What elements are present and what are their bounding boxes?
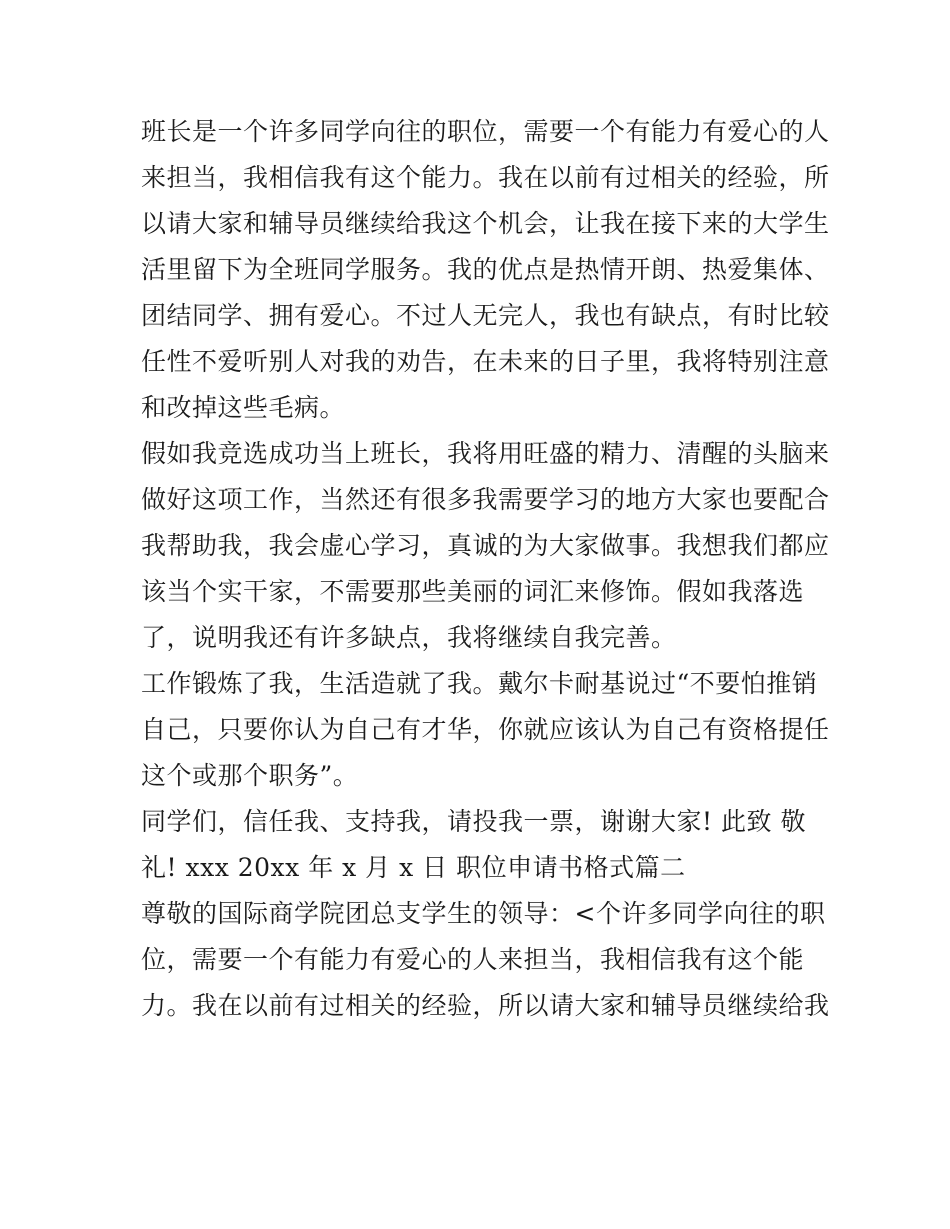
- text-line: 以请大家和辅导员继续给我这个机会，让我在接下来的大学生: [141, 209, 830, 238]
- text-line: 礼! xxx 20xx 年 x 月 x 日 职位申请书格式篇二: [141, 853, 686, 882]
- text-line: 力。我在以前有过相关的经验，所以请大家和辅导员继续给我: [141, 991, 830, 1020]
- text-line: 和改掉这些毛病。: [141, 393, 346, 422]
- text-line: 来担当，我相信我有这个能力。我在以前有过相关的经验，所: [141, 163, 830, 192]
- text-line: 工作锻炼了我，生活造就了我。戴尔卡耐基说过“不要怕推销: [141, 669, 818, 698]
- text-line: 活里留下为全班同学服务。我的优点是热情开朗、热爱集体、: [141, 255, 830, 284]
- text-line: 任性不爱听别人对我的劝告，在未来的日子里，我将特别注意: [141, 347, 830, 376]
- text-line: 自己，只要你认为自己有才华，你就应该认为自己有资格提任: [141, 715, 830, 744]
- text-line: 做好这项工作，当然还有很多我需要学习的地方大家也要配合: [141, 485, 830, 514]
- text-line: 尊敬的国际商学院团总支学生的领导：<个许多同学向往的职: [141, 899, 826, 928]
- text-line: 假如我竞选成功当上班长，我将用旺盛的精力、清醒的头脑来: [141, 439, 830, 468]
- text-line: 位，需要一个有能力有爱心的人来担当，我相信我有这个能: [141, 945, 805, 974]
- text-line: 同学们，信任我、支持我，请投我一票，谢谢大家! 此致 敬: [141, 807, 806, 836]
- text-line: 团结同学、拥有爱心。不过人无完人，我也有缺点，有时比较: [141, 301, 830, 330]
- text-line: 这个或那个职务”。: [141, 761, 359, 790]
- document-body: [141, 109, 830, 1029]
- text-line: 了，说明我还有许多缺点，我将继续自我完善。: [141, 623, 677, 652]
- text-line: 该当个实干家，不需要那些美丽的词汇来修饰。假如我落选: [141, 577, 805, 606]
- text-line: 我帮助我，我会虚心学习，真诚的为大家做事。我想我们都应: [141, 531, 830, 560]
- text-line: 班长是一个许多同学向往的职位，需要一个有能力有爱心的人: [141, 117, 830, 146]
